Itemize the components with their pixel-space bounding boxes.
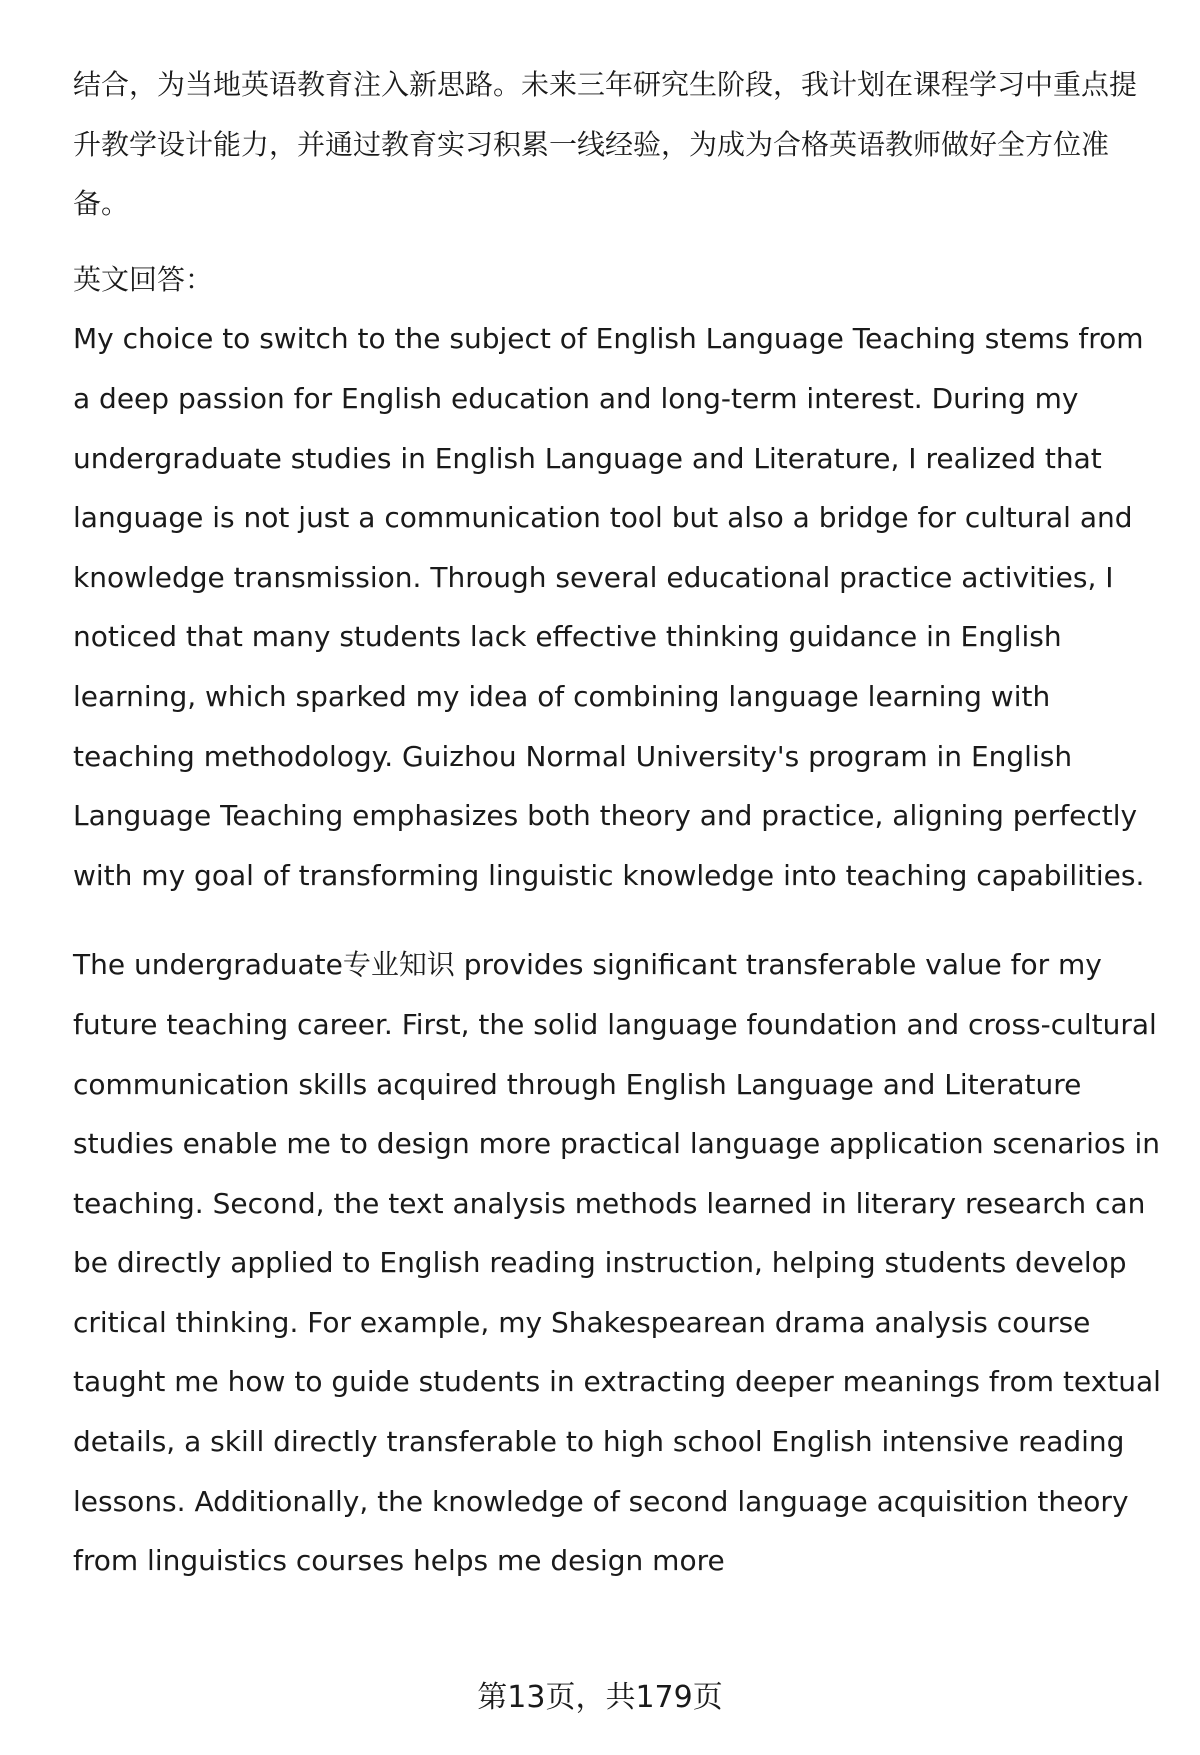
body-paragraph-1: My choice to switch to the subject of English Language Teaching stems from a deep passion for English education and long-term interest. During my undergraduate studies in English Language and Literature, I realized that language is not just a communication tool but also a bridge for cultural and knowledge transmission. Through several educational practice activities, I noticed that many students lack effective thinking guidance in English learning, which sparked my idea of combining language learning with teaching methodology. Guizhou Normal University's program in English Language Teaching emphasizes both theory and practice, aligning perfectly with my goal of transforming linguistic knowledge into teaching capabilities.: [73, 322, 1145, 892]
page-content: [73, 55, 1163, 1591]
body-paragraph-2: The undergraduate专业知识 provides significant transferable value for my future teaching career. First, the solid language foundation and cross-cultural communication skills acquired through English Language and Literature studies enable me to design more practical language application scenarios in teaching. Second, the text analysis methods learned in literary research can be directly applied to English reading instruction, helping students develop critical thinking. For example, my Shakespearean drama analysis course taught me how to guide students in extracting deeper meanings from textual details, a skill directly transferable to high school English intensive reading lessons. Additionally, the knowledge of second language acquisition theory from linguistics courses helps me design more: [73, 948, 1161, 1578]
chinese-intro-paragraph: 结合，为当地英语教育注入新思路。未来三年研究生阶段，我计划在课程学习中重点提升教学设计能力，并通过教育实习积累一线经验，为成为合格英语教师做好全方位准备。: [73, 68, 1138, 221]
english-answer-label: 英文回答：: [73, 262, 214, 296]
page-number-footer: 第13页，共179页: [477, 1680, 723, 1715]
